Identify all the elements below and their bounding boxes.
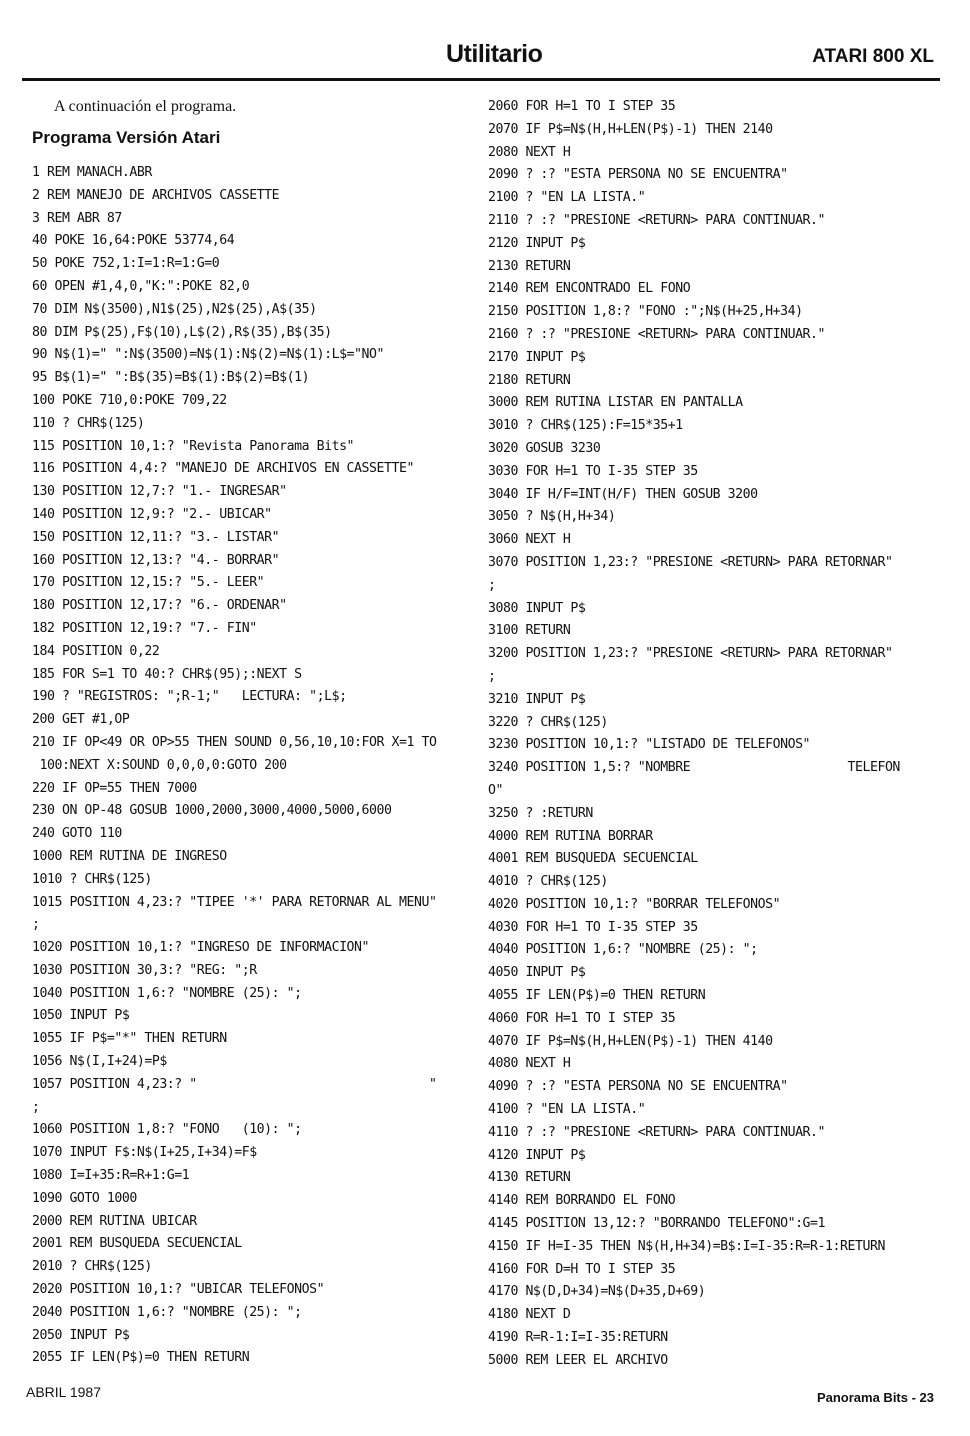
left-column xyxy=(32,96,472,1370)
code-line: ; xyxy=(32,1099,40,1115)
right-column xyxy=(488,96,936,1373)
code-line: 4050 INPUT P$ xyxy=(488,965,586,981)
code-line: 116 POSITION 4,4:? "MANEJO DE ARCHIVOS EN CASSETTE" xyxy=(32,461,414,477)
code-line: 1 REM MANACH.ABR xyxy=(32,165,152,180)
code-line: O" xyxy=(488,782,503,798)
code-line: 5000 REM LEER EL ARCHIVO xyxy=(488,1352,668,1368)
code-line: 3200 POSITION 1,23:? "PRESIONE <RETURN> PARA RETORNAR" xyxy=(488,646,893,662)
code-line: 4145 POSITION 13,12:? "BORRANDO TELEFONO":G=1 xyxy=(488,1216,826,1232)
code-line: 130 POSITION 12,7:? "1.- INGRESAR" xyxy=(32,484,287,500)
program-title: Programa Versión Atari xyxy=(32,128,221,147)
code-line: ; xyxy=(488,668,496,684)
code-line: 2060 FOR H=1 TO I STEP 35 xyxy=(488,99,676,114)
code-line: 2160 ? :? "PRESIONE <RETURN> PARA CONTINUAR." xyxy=(488,326,826,342)
code-line: 140 POSITION 12,9:? "2.- UBICAR" xyxy=(32,506,272,522)
code-line: 50 POKE 752,1:I=1:R=1:G=0 xyxy=(32,256,220,272)
code-line: ; xyxy=(488,577,496,593)
code-line: 90 N$(1)=" ":N$(3500)=N$(1):N$(2)=N$(1):L$="NO" xyxy=(32,347,385,363)
code-line: 4055 IF LEN(P$)=0 THEN RETURN xyxy=(488,988,706,1004)
code-line: 2070 IF P$=N$(H,H+LEN(P$)-1) THEN 2140 xyxy=(488,121,773,137)
code-line: 160 POSITION 12,13:? "4.- BORRAR" xyxy=(32,552,280,568)
code-line: 4060 FOR H=1 TO I STEP 35 xyxy=(488,1010,676,1026)
code-line: 2010 ? CHR$(125) xyxy=(32,1259,152,1275)
section-title: Utilitario xyxy=(446,40,543,68)
code-line: 2120 INPUT P$ xyxy=(488,235,586,251)
code-line: 1040 POSITION 1,6:? "NOMBRE (25): "; xyxy=(32,985,302,1001)
code-line: 3020 GOSUB 3230 xyxy=(488,440,601,456)
code-line: 4180 NEXT D xyxy=(488,1307,571,1323)
code-line: 2000 REM RUTINA UBICAR xyxy=(32,1213,197,1229)
code-line: 220 IF OP=55 THEN 7000 xyxy=(32,780,197,796)
intro-text: A continuación el programa. xyxy=(54,98,237,115)
code-line: 4090 ? :? "ESTA PERSONA NO SE ENCUENTRA" xyxy=(488,1079,788,1095)
code-line: 3010 ? CHR$(125):F=15*35+1 xyxy=(488,418,683,434)
code-line: 3000 REM RUTINA LISTAR EN PANTALLA xyxy=(488,395,743,411)
code-line: 115 POSITION 10,1:? "Revista Panorama Bits" xyxy=(32,438,355,454)
code-line: 100:NEXT X:SOUND 0,0,0,0:GOTO 200 xyxy=(32,757,287,773)
code-line: 3220 ? CHR$(125) xyxy=(488,714,608,730)
code-line: 170 POSITION 12,15:? "5.- LEER" xyxy=(32,575,265,591)
code-line: 3070 POSITION 1,23:? "PRESIONE <RETURN> PARA RETORNAR" xyxy=(488,554,893,570)
code-listing-left xyxy=(32,162,472,1370)
code-line: 200 GET #1,OP xyxy=(32,712,130,728)
code-line: 4190 R=R-1:I=I-35:RETURN xyxy=(488,1330,668,1346)
code-line: 3210 INPUT P$ xyxy=(488,691,586,707)
code-line: 4160 FOR D=H TO I STEP 35 xyxy=(488,1261,676,1277)
code-line: 1010 ? CHR$(125) xyxy=(32,871,152,887)
code-line: 210 IF OP<49 OR OP>55 THEN SOUND 0,56,10,10:FOR X=1 TO xyxy=(32,734,437,750)
code-line: 2 REM MANEJO DE ARCHIVOS CASSETTE xyxy=(32,187,280,203)
code-line: 180 POSITION 12,17:? "6.- ORDENAR" xyxy=(32,598,287,614)
code-line: 4120 INPUT P$ xyxy=(488,1147,586,1163)
code-line: 4100 ? "EN LA LISTA." xyxy=(488,1102,646,1118)
code-line: 1000 REM RUTINA DE INGRESO xyxy=(32,848,227,864)
code-line: 4080 NEXT H xyxy=(488,1056,571,1072)
code-line: 3250 ? :RETURN xyxy=(488,805,593,821)
code-line: 3 REM ABR 87 xyxy=(32,210,122,226)
page-header xyxy=(22,36,940,81)
code-line: 1070 INPUT F$:N$(I+25,I+34)=F$ xyxy=(32,1145,257,1161)
code-line: 2100 ? "EN LA LISTA." xyxy=(488,190,646,206)
code-line: 182 POSITION 12,19:? "7.- FIN" xyxy=(32,620,257,636)
code-line: 110 ? CHR$(125) xyxy=(32,415,145,431)
code-line: 2040 POSITION 1,6:? "NOMBRE (25): "; xyxy=(32,1304,302,1320)
code-line: 100 POKE 710,0:POKE 709,22 xyxy=(32,392,227,408)
code-line: 3100 RETURN xyxy=(488,623,571,639)
code-line: 185 FOR S=1 TO 40:? CHR$(95);:NEXT S xyxy=(32,666,302,682)
code-line: 2020 POSITION 10,1:? "UBICAR TELEFONOS" xyxy=(32,1282,325,1298)
code-line: 4000 REM RUTINA BORRAR xyxy=(488,828,653,844)
code-line: 230 ON OP-48 GOSUB 1000,2000,3000,4000,5000,6000 xyxy=(32,803,392,819)
code-line: 4001 REM BUSQUEDA SECUENCIAL xyxy=(488,851,698,867)
code-line: 240 GOTO 110 xyxy=(32,826,122,842)
code-line: 2170 INPUT P$ xyxy=(488,349,586,365)
code-line: 3040 IF H/F=INT(H/F) THEN GOSUB 3200 xyxy=(488,486,758,502)
code-line: 3230 POSITION 10,1:? "LISTADO DE TELEFONOS" xyxy=(488,737,811,753)
code-listing-right xyxy=(488,96,936,1373)
code-line: 1057 POSITION 4,23:? " " xyxy=(32,1076,437,1092)
code-line: 2130 RETURN xyxy=(488,258,571,274)
code-line: 1015 POSITION 4,23:? "TIPEE '*' PARA RETORNAR AL MENU" xyxy=(32,894,437,910)
code-line: 40 POKE 16,64:POKE 53774,64 xyxy=(32,233,235,249)
code-line: 1056 N$(I,I+24)=P$ xyxy=(32,1054,167,1070)
code-line: 4040 POSITION 1,6:? "NOMBRE (25): "; xyxy=(488,942,758,958)
machine-title: ATARI 800 XL xyxy=(812,46,934,67)
code-line: 95 B$(1)=" ":B$(35)=B$(1):B$(2)=B$(1) xyxy=(32,370,310,386)
code-line: 3050 ? N$(H,H+34) xyxy=(488,509,616,525)
code-line: 4030 FOR H=1 TO I-35 STEP 35 xyxy=(488,919,698,935)
code-line: 4110 ? :? "PRESIONE <RETURN> PARA CONTINUAR." xyxy=(488,1124,826,1140)
code-line: 3240 POSITION 1,5:? "NOMBRE TELEFON xyxy=(488,760,900,776)
code-line: 190 ? "REGISTROS: ";R-1;" LECTURA: ";L$; xyxy=(32,689,347,705)
code-line: 2080 NEXT H xyxy=(488,144,571,160)
code-line: 2180 RETURN xyxy=(488,372,571,388)
code-line: 3060 NEXT H xyxy=(488,532,571,548)
code-line: 1060 POSITION 1,8:? "FONO (10): "; xyxy=(32,1122,302,1138)
code-line: 60 OPEN #1,4,0,"K:":POKE 82,0 xyxy=(32,278,250,294)
code-line: 3030 FOR H=1 TO I-35 STEP 35 xyxy=(488,463,698,479)
code-line: 3080 INPUT P$ xyxy=(488,600,586,616)
code-line: 1020 POSITION 10,1:? "INGRESO DE INFORMACION" xyxy=(32,940,370,956)
code-line: 2150 POSITION 1,8:? "FONO :";N$(H+25,H+34) xyxy=(488,304,803,320)
footer-date: ABRIL 1987 xyxy=(26,1384,101,1400)
footer-page: Panorama Bits - 23 xyxy=(816,1390,934,1405)
code-line: 4020 POSITION 10,1:? "BORRAR TELEFONOS" xyxy=(488,896,781,912)
code-line: 70 DIM N$(3500),N1$(25),N2$(25),A$(35) xyxy=(32,301,317,317)
code-line: 1090 GOTO 1000 xyxy=(32,1190,137,1206)
code-line: 2140 REM ENCONTRADO EL FONO xyxy=(488,281,691,297)
code-line: 80 DIM P$(25),F$(10),L$(2),R$(35),B$(35) xyxy=(32,324,332,340)
code-line: 2050 INPUT P$ xyxy=(32,1327,130,1343)
code-line: 4170 N$(D,D+34)=N$(D+35,D+69) xyxy=(488,1284,706,1300)
code-line: 2110 ? :? "PRESIONE <RETURN> PARA CONTINUAR." xyxy=(488,212,826,228)
code-line: 2001 REM BUSQUEDA SECUENCIAL xyxy=(32,1236,242,1252)
code-line: 1080 I=I+35:R=R+1:G=1 xyxy=(32,1168,190,1184)
code-line: 150 POSITION 12,11:? "3.- LISTAR" xyxy=(32,529,280,545)
code-line: 1055 IF P$="*" THEN RETURN xyxy=(32,1031,227,1047)
code-line: 1030 POSITION 30,3:? "REG: ";R xyxy=(32,962,257,978)
code-line: ; xyxy=(32,917,40,933)
code-line: 4130 RETURN xyxy=(488,1170,571,1186)
code-line: 2055 IF LEN(P$)=0 THEN RETURN xyxy=(32,1350,250,1366)
code-line: 4070 IF P$=N$(H,H+LEN(P$)-1) THEN 4140 xyxy=(488,1033,773,1049)
code-line: 4150 IF H=I-35 THEN N$(H,H+34)=B$:I=I-35:R=R-1:RETURN xyxy=(488,1238,885,1254)
code-line: 2090 ? :? "ESTA PERSONA NO SE ENCUENTRA" xyxy=(488,167,788,183)
code-line: 1050 INPUT P$ xyxy=(32,1008,130,1024)
code-line: 184 POSITION 0,22 xyxy=(32,643,160,659)
code-line: 4010 ? CHR$(125) xyxy=(488,874,608,890)
code-line: 4140 REM BORRANDO EL FONO xyxy=(488,1193,676,1209)
